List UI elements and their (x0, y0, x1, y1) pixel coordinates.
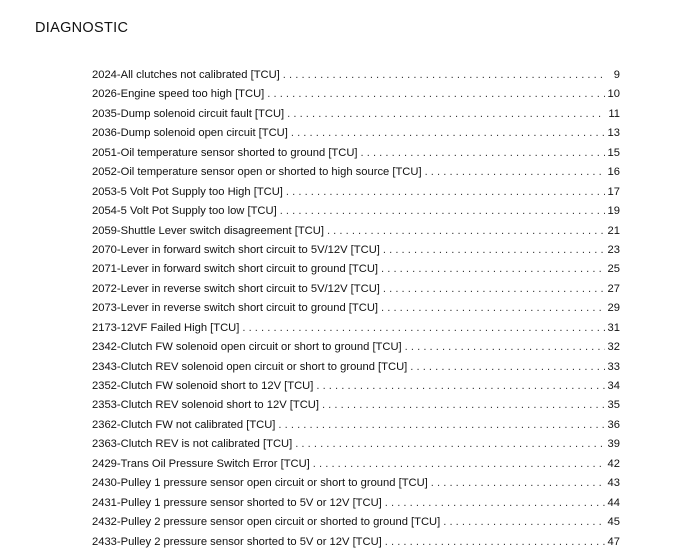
toc-entry-title[interactable]: 2363-Clutch REV is not calibrated [TCU] (92, 438, 293, 451)
toc-entry-title[interactable]: 2173-12VF Failed High [TCU] (92, 321, 240, 334)
toc-page-number[interactable]: 11 (608, 107, 620, 120)
toc-entry-title[interactable]: 2072-Lever in reverse switch short circuit to 5V/12V [TCU] (92, 282, 380, 295)
toc-dot-leader (410, 358, 604, 377)
toc-entry[interactable] (92, 85, 620, 104)
toc-dot-leader (295, 435, 604, 454)
toc-page-number[interactable]: 39 (607, 438, 620, 451)
toc-page-number[interactable]: 34 (607, 380, 620, 392)
toc-dot-leader (286, 183, 605, 202)
toc-entry[interactable] (92, 416, 620, 435)
toc-entry-title[interactable]: 2430-Pulley 1 pressure sensor open circuit or short to ground [TCU] (92, 477, 428, 490)
toc-entry[interactable] (92, 202, 620, 221)
toc-entry[interactable] (92, 455, 620, 474)
toc-entry-title[interactable]: 2036-Dump solenoid open circuit [TCU] (92, 127, 288, 140)
toc-entry[interactable] (92, 358, 620, 377)
toc-entry[interactable] (92, 183, 620, 202)
table-of-contents (92, 66, 620, 552)
toc-entry-title[interactable]: 2362-Clutch FW not calibrated [TCU] (92, 418, 276, 431)
toc-entry-title[interactable]: 2073-Lever in reverse switch short circuit to ground [TCU] (92, 302, 379, 315)
toc-entry-title[interactable]: 2024-All clutches not calibrated [TCU] (92, 69, 280, 81)
toc-page-number[interactable]: 25 (607, 263, 620, 276)
toc-dot-leader (280, 202, 605, 221)
toc-page-number[interactable]: 19 (607, 205, 620, 218)
toc-entry-title[interactable]: 2054-5 Volt Pot Supply too low [TCU] (92, 205, 277, 218)
toc-entry-title[interactable]: 2433-Pulley 2 pressure sensor shorted to 5V or 12V [TCU] (92, 535, 382, 548)
toc-entry[interactable] (92, 299, 620, 318)
toc-dot-leader (385, 494, 605, 513)
toc-dot-leader (431, 474, 605, 493)
toc-dot-leader (322, 396, 605, 415)
toc-dot-leader (443, 513, 604, 532)
toc-page-number[interactable]: 45 (607, 516, 620, 529)
toc-entry[interactable] (92, 144, 620, 163)
toc-page-number[interactable]: 27 (607, 282, 620, 295)
toc-page-number[interactable]: 33 (607, 360, 620, 373)
toc-page-number[interactable]: 9 (613, 69, 620, 81)
toc-entry[interactable] (92, 435, 620, 454)
toc-dot-leader (327, 222, 605, 241)
toc-dot-leader (383, 241, 605, 260)
toc-dot-leader (381, 299, 605, 318)
toc-entry[interactable] (92, 260, 620, 279)
toc-entry[interactable] (92, 105, 620, 124)
toc-dot-leader (313, 455, 605, 474)
toc-page-number[interactable]: 35 (607, 399, 620, 412)
toc-entry[interactable] (92, 494, 620, 513)
toc-entry-title[interactable]: 2431-Pulley 1 pressure sensor shorted to 5V or 12V [TCU] (92, 496, 382, 509)
toc-entry-title[interactable]: 2343-Clutch REV solenoid open circuit or short to ground [TCU] (92, 360, 408, 373)
toc-page-number[interactable]: 10 (607, 88, 620, 101)
toc-dot-leader (267, 85, 604, 104)
toc-entry-title[interactable]: 2059-Shuttle Lever switch disagreement [TCU] (92, 224, 324, 237)
toc-entry-title[interactable]: 2353-Clutch REV solenoid short to 12V [TCU] (92, 399, 319, 412)
toc-entry-title[interactable]: 2342-Clutch FW solenoid open circuit or short to ground [TCU] (92, 341, 402, 354)
toc-entry[interactable] (92, 513, 620, 532)
toc-entry[interactable] (92, 338, 620, 357)
toc-dot-leader (287, 105, 605, 124)
toc-dot-leader (316, 377, 604, 396)
toc-entry[interactable] (92, 280, 620, 299)
toc-entry[interactable] (92, 222, 620, 241)
toc-entry-title[interactable]: 2051-Oil temperature sensor shorted to ground [TCU] (92, 146, 358, 159)
toc-dot-leader (385, 533, 605, 552)
toc-entry-title[interactable]: 2352-Clutch FW solenoid short to 12V [TCU] (92, 380, 314, 392)
toc-entry[interactable] (92, 396, 620, 415)
toc-dot-leader (361, 144, 605, 163)
toc-entry-title[interactable]: 2429-Trans Oil Pressure Switch Error [TCU] (92, 457, 310, 470)
toc-entry-title[interactable]: 2026-Engine speed too high [TCU] (92, 88, 265, 101)
toc-entry[interactable] (92, 163, 620, 182)
toc-page-number[interactable]: 44 (607, 496, 620, 509)
toc-entry[interactable] (92, 377, 620, 396)
toc-dot-leader (278, 416, 604, 435)
toc-page-number[interactable]: 29 (607, 302, 620, 315)
toc-page-number[interactable]: 43 (607, 477, 620, 490)
toc-dot-leader (425, 163, 605, 182)
toc-page-number[interactable]: 21 (607, 224, 620, 237)
toc-entry[interactable] (92, 319, 620, 338)
toc-entry[interactable] (92, 124, 620, 143)
toc-page-number[interactable]: 36 (607, 418, 620, 431)
toc-dot-leader (405, 338, 605, 357)
toc-page-number[interactable]: 32 (607, 341, 620, 354)
toc-page-number[interactable]: 47 (607, 535, 620, 548)
toc-page-number[interactable]: 23 (607, 243, 620, 256)
toc-entry[interactable] (92, 241, 620, 260)
toc-dot-leader (242, 319, 604, 338)
section-heading: DIAGNOSTIC (35, 20, 129, 36)
toc-entry-title[interactable]: 2071-Lever in forward switch short circuit to ground [TCU] (92, 263, 379, 276)
toc-entry-title[interactable]: 2052-Oil temperature sensor open or shorted to high source [TCU] (92, 166, 422, 179)
toc-dot-leader (283, 66, 605, 85)
toc-dot-leader (381, 260, 605, 279)
toc-entry[interactable] (92, 533, 620, 552)
toc-entry-title[interactable]: 2070-Lever in forward switch short circuit to 5V/12V [TCU] (92, 243, 380, 256)
toc-page-number[interactable]: 15 (607, 146, 620, 159)
toc-entry-title[interactable]: 2432-Pulley 2 pressure sensor open circuit or shorted to ground [TCU] (92, 516, 441, 529)
toc-page-number[interactable]: 17 (607, 185, 620, 198)
toc-page-number[interactable]: 42 (607, 457, 620, 470)
toc-entry[interactable] (92, 474, 620, 493)
toc-page-number[interactable]: 16 (607, 166, 620, 179)
toc-page-number[interactable]: 13 (607, 127, 620, 140)
toc-entry-title[interactable]: 2035-Dump solenoid circuit fault [TCU] (92, 107, 285, 120)
toc-dot-leader (383, 280, 605, 299)
toc-dot-leader (291, 124, 605, 143)
toc-entry-title[interactable]: 2053-5 Volt Pot Supply too High [TCU] (92, 185, 283, 198)
toc-entry[interactable] (92, 66, 620, 85)
toc-page-number[interactable]: 31 (607, 321, 620, 334)
